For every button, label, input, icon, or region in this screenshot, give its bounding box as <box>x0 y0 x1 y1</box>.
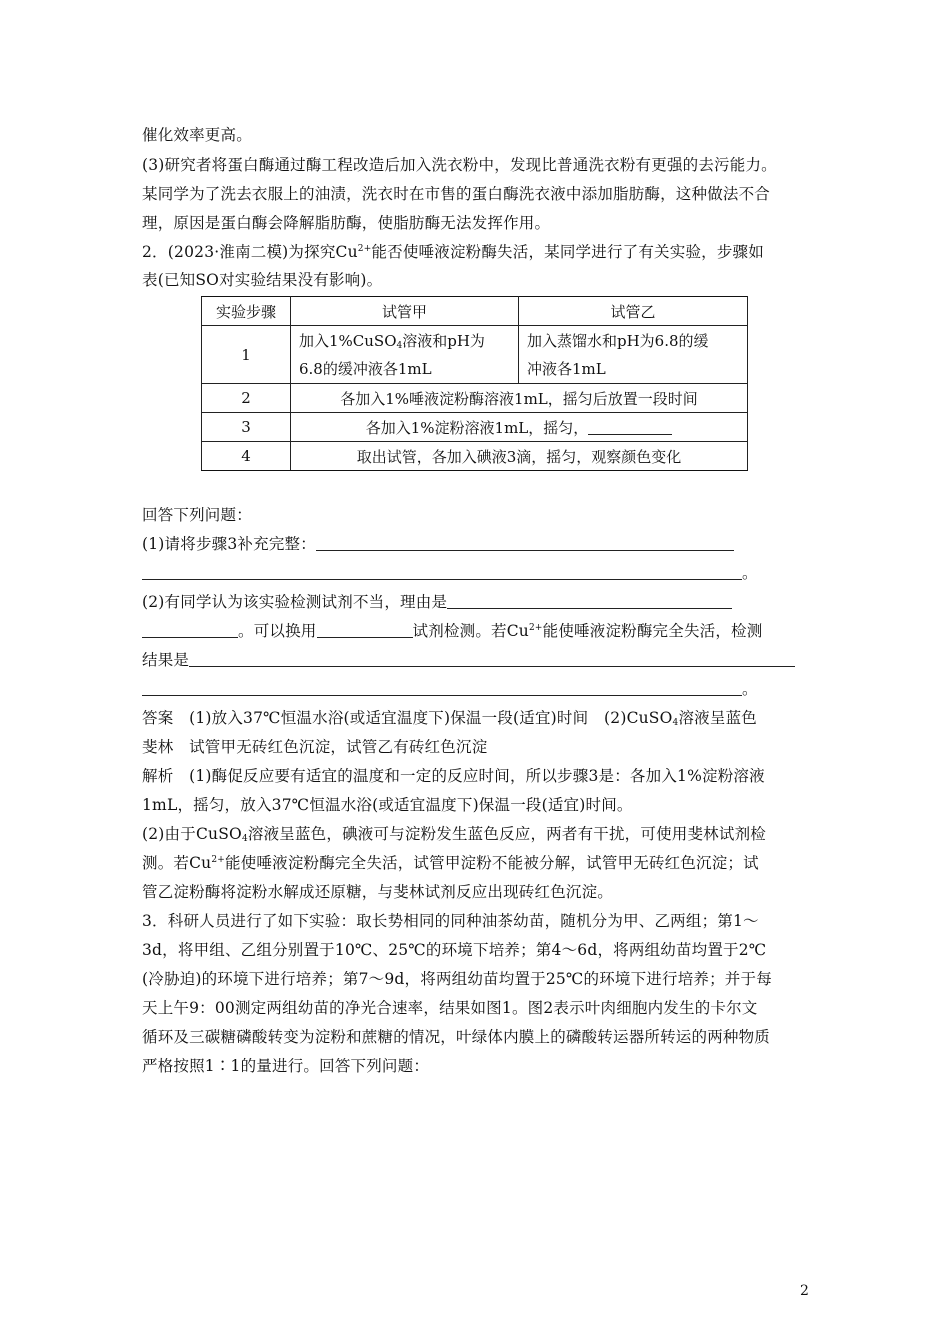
question-line: (2)有同学认为该实验检测试剂不当，理由是 <box>142 592 732 612</box>
question-line: (1)请将步骤3补充完整： <box>142 534 734 554</box>
explanation-line: 测。若$Cu^{2+}$能使唾液淀粉酶完全失活，试管甲淀粉不能被分解，试管甲无砖红色沉淀；试 <box>142 854 759 872</box>
answer-blank <box>588 420 672 435</box>
table-row <box>202 384 748 413</box>
tube-a-cell: 加入1%CuSO$_4$溶液和pH为 6.8的缓冲液各1mL <box>291 326 519 384</box>
question-3-line: 严格按照1∶1的量进行。回答下列问题： <box>142 1057 430 1075</box>
answer-blank <box>316 536 734 551</box>
page-number: 2 <box>800 1283 809 1299</box>
explanation-line: 1mL，摇匀，放入37℃恒温水浴(或适宜温度下)保温一段(适宜)时间。 <box>142 796 633 814</box>
question-line: 。可以换用 试剂检测。若$Cu^{2+}$能使唾液淀粉酶完全失活，检测 <box>142 621 762 641</box>
explanation-line: 管乙淀粉酶将淀粉水解成还原糖，与斐林试剂反应出现砖红色沉淀。 <box>142 883 614 901</box>
answer-blank <box>142 681 742 696</box>
answer-blank <box>189 652 795 667</box>
header-cell: 试管甲 <box>291 297 519 326</box>
text-line: 理，原因是蛋白酶会降解脂肪酶，使脂肪酶无法发挥作用。 <box>142 214 551 232</box>
question-line: 结果是 <box>142 650 795 670</box>
explanation-line: 解析 (1)酶促反应要有适宜的温度和一定的反应时间，所以步骤3是：各加入1%淀粉溶液 <box>142 767 765 785</box>
question-3-line: 3．科研人员进行了如下实验：取长势相同的同种油茶幼苗，随机分为甲、乙两组；第1～ <box>142 912 759 930</box>
answer-line: 斐林 试管甲无砖红色沉淀，试管乙有砖红色沉淀 <box>142 738 488 756</box>
step-cell: 1 <box>202 326 291 384</box>
merged-cell: 各加入1%淀粉溶液1mL，摇匀， <box>291 413 748 442</box>
answer-blank <box>447 594 732 609</box>
answer-blank <box>142 623 238 638</box>
experiment-table <box>201 296 748 471</box>
merged-cell: 取出试管，各加入碘液3滴，摇匀，观察颜色变化 <box>291 442 748 471</box>
question-2-line: 表(已知SO对实验结果没有影响)。 <box>142 271 383 289</box>
question-line: 。 <box>142 679 758 699</box>
question-3-line: (冷胁迫)的环境下进行培养；第7～9d，将两组幼苗均置于25℃的环境下进行培养；并于每 <box>142 970 772 988</box>
merged-cell: 各加入1%唾液淀粉酶溶液1mL，摇匀后放置一段时间 <box>291 384 748 413</box>
step-cell: 2 <box>202 384 291 413</box>
table-row <box>202 326 748 384</box>
header-cell: 实验步骤 <box>202 297 291 326</box>
answer-blank <box>317 623 413 638</box>
question-line: 。 <box>142 563 758 583</box>
question-3-line: 天上午9：00测定两组幼苗的净光合速率，结果如图1。图2表示叶肉细胞内发生的卡尔文 <box>142 999 758 1017</box>
tube-b-cell: 加入蒸馏水和pH为6.8的缓 冲液各1mL <box>519 326 748 384</box>
header-cell: 试管乙 <box>519 297 748 326</box>
text-line: (3)研究者将蛋白酶通过酶工程改造后加入洗衣粉中，发现比普通洗衣粉有更强的去污能力。 <box>142 156 777 174</box>
table-row <box>202 442 748 471</box>
step-cell: 3 <box>202 413 291 442</box>
question-3-line: 3d，将甲组、乙组分别置于10℃、25℃的环境下培养；第4～6d，将两组幼苗均置于2℃ <box>142 941 767 959</box>
question-3-line: 循环及三碳糖磷酸转变为淀粉和蔗糖的情况，叶绿体内膜上的磷酸转运器所转运的两种物质 <box>142 1028 771 1046</box>
table-row <box>202 413 748 442</box>
answer-line: 答案 (1)放入37℃恒温水浴(或适宜温度下)保温一段(适宜)时间 (2)CuSO$_4$溶液呈蓝色 <box>142 709 757 728</box>
text-line: 催化效率更高。 <box>142 126 252 144</box>
text-line: 回答下列问题： <box>142 506 252 524</box>
text-line: 某同学为了洗去衣服上的油渍，洗衣时在市售的蛋白酶洗衣液中添加脂肪酶，这种做法不合 <box>142 185 771 203</box>
explanation-line: (2)由于CuSO$_4$溶液呈蓝色，碘液可与淀粉发生蓝色反应，两者有干扰，可使用斐林试剂检 <box>142 825 766 844</box>
answer-blank <box>142 565 742 580</box>
step-cell: 4 <box>202 442 291 471</box>
question-2-line: 2．(2023·淮南二模)为探究$Cu^{2+}$能否使唾液淀粉酶失活，某同学进行了有关实验，步骤如 <box>142 243 764 261</box>
table-header-row <box>202 297 748 326</box>
